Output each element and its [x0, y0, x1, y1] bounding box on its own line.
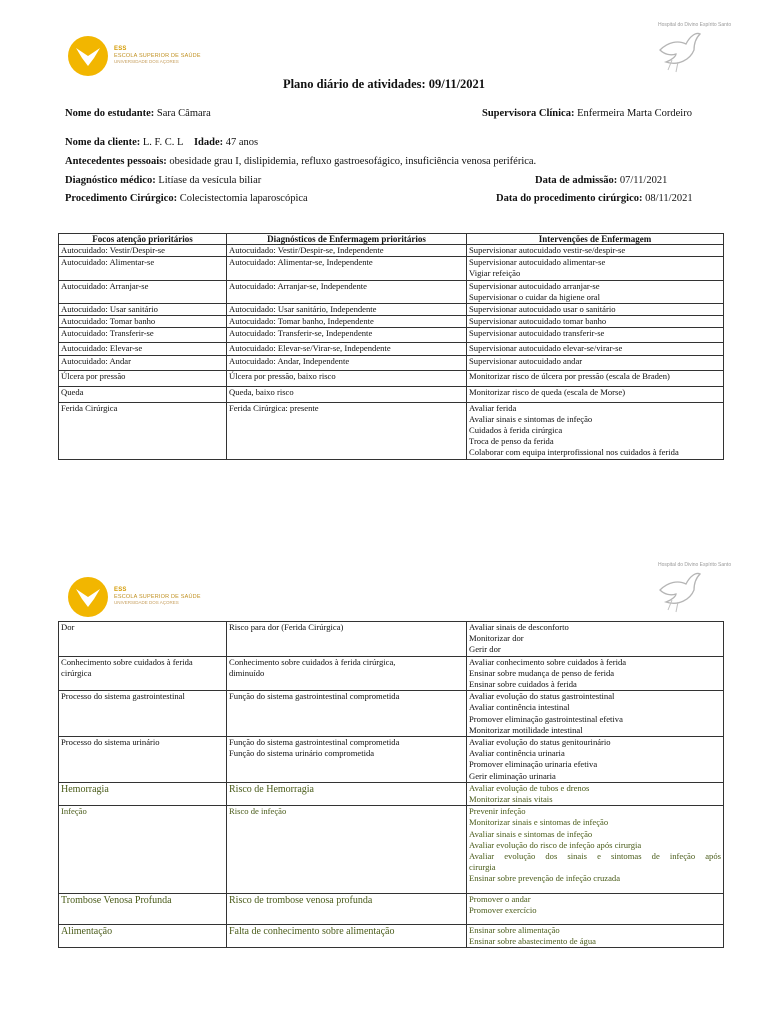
intervention-item: Monitorizar sinais e sintomas de infeção [469, 817, 609, 828]
table-row [59, 402, 724, 459]
intervention-item: Avaliar evolução de tubos e drenos [469, 782, 590, 793]
table-row [59, 328, 724, 343]
diagnosis-cell: Ferida Cirúrgica: presente [229, 402, 319, 413]
client-line [65, 137, 258, 148]
school-logo-emblem [68, 577, 108, 617]
diagnosis-cell: Autocuidado: Elevar-se/Virar-se, Independente [229, 343, 391, 354]
table-row [59, 782, 724, 805]
table-row [59, 245, 724, 257]
hospital-logo [650, 20, 732, 78]
table-row [59, 257, 724, 280]
student-label: Nome do estudante: [65, 108, 155, 119]
school-logo-line3: UNIVERSIDADE DOS AÇORES [114, 600, 179, 605]
diagnosis-cell-cont: diminuído [229, 667, 265, 678]
focus-cell: Infeção [61, 806, 87, 817]
diagnosis-cell: Úlcera por pressão, baixo risco [229, 370, 336, 381]
intervention-item: Supervisionar autocuidado transferir-se [469, 328, 605, 339]
diagnosis-cell: Autocuidado: Tomar banho, Independente [229, 316, 374, 327]
intervention-item: Avaliar evolução do status genitourinário [469, 737, 611, 748]
intervention-item: Ensinar sobre prevenção de infeção cruzada [469, 873, 621, 884]
diagnosis-cell: Autocuidado: Andar, Independente [229, 355, 350, 366]
intervention-item: Avaliar conhecimento sobre cuidados à ferida [469, 656, 627, 667]
focus-cell: Processo do sistema urinário [61, 737, 160, 748]
focus-cell: Ferida Cirúrgica [61, 402, 118, 413]
admission-value: 07/11/2021 [617, 175, 668, 186]
school-logo-line1: ESS [114, 587, 127, 593]
diagnosis-cell: Autocuidado: Alimentar-se, Independente [229, 257, 373, 268]
age-value: 47 anos [223, 137, 259, 148]
focus-cell: Hemorragia [61, 783, 109, 795]
care-plan-table-2 [58, 621, 724, 948]
diagnosis-cell: Função do sistema gastrointestinal comprometida [229, 737, 400, 748]
diagnosis-cell: Risco para dor (Ferida Cirúrgica) [229, 622, 344, 632]
header-interventions: Intervenções de Enfermagem [467, 234, 724, 245]
intervention-item: Avaliar sinais de desconforto [469, 622, 569, 632]
table-row [59, 386, 724, 402]
diagnosis-cell: Autocuidado: Arranjar-se, Independente [229, 280, 367, 291]
admission-line [535, 175, 667, 186]
table-row [59, 691, 724, 737]
diagnosis-cell: Autocuidado: Transferir-se, Independente [229, 328, 373, 339]
supervisor-label: Supervisora Clínica: [482, 108, 575, 119]
supervisor-line [482, 108, 692, 119]
table-row [59, 806, 724, 893]
history-line [65, 156, 536, 167]
focus-cell: Conhecimento sobre cuidados à ferida [61, 656, 193, 667]
procedure-line [65, 193, 308, 204]
table-header-row [59, 234, 724, 245]
intervention-item-cont: cirurgia [469, 862, 496, 873]
diagnosis-value: Litíase da vesícula biliar [155, 175, 262, 186]
diagnosis-line [65, 175, 261, 186]
hospital-logo-label: Hospital do Divino Espírito Santo [658, 562, 732, 568]
diagnosis-cell: Risco de infeção [229, 806, 287, 817]
intervention-item: Vigiar refeição [469, 268, 521, 279]
focus-cell: Dor [61, 622, 75, 632]
procedure-date-line [496, 193, 693, 204]
header-focus: Focos atenção prioritários [59, 234, 227, 245]
bird-icon [74, 44, 102, 68]
focus-cell: Alimentação [61, 926, 113, 938]
intervention-item: Ensinar sobre mudança de penso de ferida [469, 667, 615, 678]
intervention-item: Supervisionar autocuidado usar o sanitário [469, 304, 616, 315]
intervention-item: Monitorizar sinais vitais [469, 794, 553, 805]
diagnosis-cell: Conhecimento sobre cuidados à ferida cirúrgica, [229, 656, 396, 667]
school-logo-line2: ESCOLA SUPERIOR DE SAÚDE [114, 594, 201, 600]
focus-cell: Úlcera por pressão [61, 370, 126, 381]
school-logo-line3: UNIVERSIDADE DOS AÇORES [114, 59, 179, 64]
focus-cell: Autocuidado: Andar [61, 355, 131, 366]
diagnosis-cell: Função do sistema gastrointestinal comprometida [229, 691, 400, 702]
intervention-item: Avaliar continência intestinal [469, 702, 570, 713]
table-row [59, 304, 724, 316]
intervention-item: Cuidados à ferida cirúrgica [469, 425, 563, 436]
spacer [469, 916, 721, 924]
school-logo-line1: ESS [114, 46, 127, 52]
intervention-item: Ensinar sobre cuidados à ferida [469, 679, 577, 690]
diagnosis-cell: Autocuidado: Vestir/Despir-se, Independente [229, 245, 384, 255]
table-row [59, 280, 724, 303]
intervention-item: Supervisionar autocuidado elevar-se/virar-se [469, 343, 623, 354]
focus-cell: Autocuidado: Usar sanitário [61, 304, 158, 315]
intervention-item: Promover eliminação urinaria efetiva [469, 759, 598, 770]
focus-cell: Processo do sistema gastrointestinal [61, 691, 185, 702]
bird-icon [74, 585, 102, 609]
table-row [59, 893, 724, 924]
intervention-item: Gerir dor [469, 644, 501, 655]
client-label: Nome da cliente: [65, 137, 141, 148]
focus-cell: Autocuidado: Arranjar-se [61, 280, 149, 291]
school-logo-emblem [68, 36, 108, 76]
focus-cell: Autocuidado: Elevar-se [61, 343, 143, 354]
procedure-date-label: Data do procedimento cirúrgico: [496, 193, 643, 204]
school-logo [68, 36, 201, 76]
student-name: Sara Câmara [154, 108, 211, 119]
focus-cell: Autocuidado: Tomar banho [61, 316, 156, 327]
student-line [65, 108, 211, 119]
intervention-item: Promover exercício [469, 904, 537, 915]
table-row [59, 370, 724, 386]
focus-cell: Autocuidado: Vestir/Despir-se [61, 245, 165, 255]
intervention-item: Monitorizar risco de úlcera por pressão (escala de Braden) [469, 370, 670, 381]
diagnosis-cell: Risco de trombose venosa profunda [229, 894, 373, 906]
diagnosis-cell: Queda, baixo risco [229, 386, 294, 397]
intervention-item: Supervisionar autocuidado alimentar-se [469, 257, 606, 268]
intervention-item: Promover eliminação gastrointestinal efetiva [469, 713, 623, 724]
diagnosis-cell: Risco de Hemorragia [229, 783, 314, 795]
client-name: L. F. C. L [140, 137, 184, 148]
diagnosis-cell-2: Função do sistema urinário comprometida [229, 748, 375, 759]
dove-icon [650, 560, 708, 618]
table-row [59, 622, 724, 657]
intervention-item: Supervisionar autocuidado arranjar-se [469, 280, 600, 291]
age-label: Idade: [193, 137, 224, 148]
table-row [59, 355, 724, 370]
procedure-value: Colecistectomia laparoscópica [177, 193, 308, 204]
intervention-item: Avaliar ferida [469, 402, 517, 413]
intervention-item: Supervisionar autocuidado vestir-se/despir-se [469, 245, 626, 255]
procedure-date-value: 08/11/2021 [642, 193, 693, 204]
dove-icon [650, 20, 708, 78]
focus-cell: Trombose Venosa Profunda [61, 894, 172, 906]
spacer [469, 885, 721, 893]
focus-cell: Queda [61, 386, 84, 397]
hospital-logo-page2 [650, 560, 732, 618]
diagnosis-cell: Falta de conhecimento sobre alimentação [229, 926, 395, 938]
table-row [59, 656, 724, 691]
focus-cell-cont: cirúrgica [61, 667, 92, 678]
page-title: Plano diário de atividades: 09/11/2021 [282, 77, 486, 91]
history-value: obesidade grau I, dislipidemia, refluxo gastroesofágico, insuficiência venosa periférica. [166, 156, 537, 167]
hospital-logo-label: Hospital do Divino Espírito Santo [658, 22, 732, 28]
table-row [59, 316, 724, 328]
intervention-item: Avaliar evolução do risco de infeção após cirurgia [469, 839, 642, 850]
intervention-item: Supervisionar autocuidado andar [469, 355, 583, 366]
intervention-item: Monitorizar risco de queda (escala de Morse) [469, 386, 626, 397]
intervention-item: Gerir eliminação urinaria [469, 770, 556, 781]
intervention-item: Troca de penso da ferida [469, 436, 554, 447]
school-logo-line2: ESCOLA SUPERIOR DE SAÚDE [114, 53, 201, 59]
header-diagnosis: Diagnósticos de Enfermagem prioritários [227, 234, 467, 245]
intervention-item: Avaliar evolução dos sinais e sintomas de infeção após [469, 851, 721, 862]
intervention-item: Ensinar sobre alimentação [469, 925, 560, 936]
school-logo-page2 [68, 577, 201, 617]
table-row [59, 737, 724, 783]
table-row [59, 343, 724, 355]
care-plan-table-1 [58, 233, 724, 460]
intervention-item: Supervisionar autocuidado tomar banho [469, 316, 607, 327]
focus-cell: Autocuidado: Transferir-se [61, 328, 154, 339]
table-row [59, 925, 724, 948]
intervention-item: Avaliar evolução do status gastrointestinal [469, 691, 615, 702]
diagnosis-cell: Autocuidado: Usar sanitário, Independente [229, 304, 377, 315]
diagnosis-label: Diagnóstico médico: [65, 175, 156, 186]
intervention-item: Monitorizar motilidade intestinal [469, 724, 583, 735]
history-label: Antecedentes pessoais: [65, 156, 167, 167]
intervention-item: Supervisionar o cuidar da higiene oral [469, 291, 601, 302]
admission-label: Data de admissão: [535, 175, 618, 186]
intervention-item: Colaborar com equipa interprofissional nos cuidados à ferida [469, 447, 679, 458]
intervention-item: Monitorizar dor [469, 633, 524, 644]
supervisor-name: Enfermeira Marta Cordeiro [574, 108, 692, 119]
intervention-item: Promover o andar [469, 893, 531, 904]
procedure-label: Procedimento Cirúrgico: [65, 193, 178, 204]
intervention-item: Avaliar sinais e sintomas de infeção [469, 828, 593, 839]
intervention-item: Prevenir infeção [469, 806, 526, 817]
intervention-item: Avaliar continência urinaria [469, 748, 565, 759]
intervention-item: Ensinar sobre abastecimento de água [469, 936, 596, 947]
focus-cell: Autocuidado: Alimentar-se [61, 257, 155, 268]
intervention-item: Avaliar sinais e sintomas de infeção [469, 413, 593, 424]
